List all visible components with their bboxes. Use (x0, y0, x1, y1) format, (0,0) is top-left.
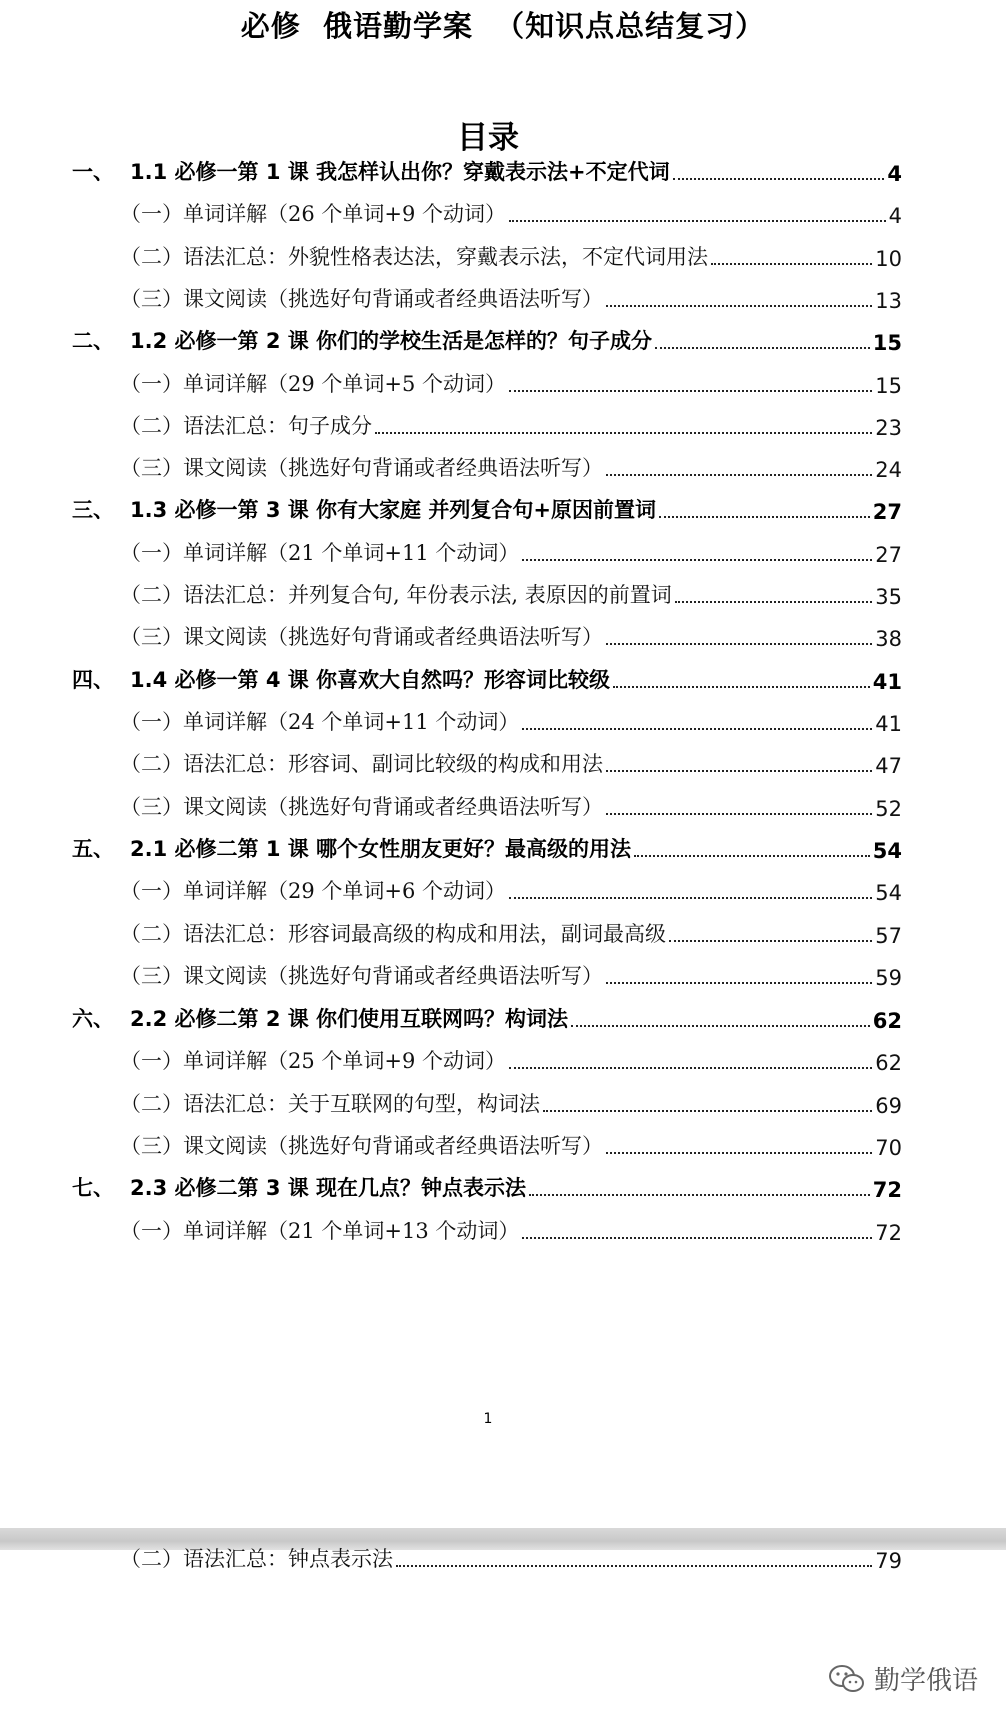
toc-leader-dots (509, 220, 886, 222)
toc-entry[interactable] (120, 958, 902, 990)
toc-entry-number: （一） (120, 1049, 183, 1073)
toc-entry-title: 单词详解（21 个单词+11 个动词） (183, 541, 520, 565)
toc-entry-number: （二） (120, 414, 183, 438)
toc-entry[interactable] (120, 196, 902, 228)
toc-entry-title: 课文阅读（挑选好句背诵或者经典语法听写） (183, 1134, 603, 1158)
toc-entry-number: 四、 (72, 668, 114, 692)
toc-entry-title: 课文阅读（挑选好句背诵或者经典语法听写） (183, 456, 603, 480)
toc-leader-dots (606, 305, 872, 307)
toc-entry-number: （一） (120, 202, 183, 226)
toc-entry-number: （三） (120, 287, 183, 311)
toc-entry[interactable] (120, 535, 902, 567)
toc-entry[interactable] (120, 239, 902, 271)
toc-entry-page: 47 (875, 754, 902, 778)
toc-entry-page: 69 (875, 1094, 902, 1118)
toc-entry-title: 1.4 必修一第 4 课 你喜欢大自然吗？形容词比较级 (130, 668, 611, 692)
toc-entry-number: 六、 (72, 1007, 114, 1031)
toc-entry-number: （三） (120, 1134, 183, 1158)
toc-leader-dots (606, 1152, 872, 1154)
toc-entry[interactable] (120, 789, 902, 821)
toc-entry-page: 4 (887, 162, 902, 186)
toc-entry-title: 1.1 必修一第 1 课 我怎样认出你？穿戴表示法+不定代词 (130, 160, 670, 184)
toc-leader-dots (522, 728, 872, 730)
toc-entry-title: 课文阅读（挑选好句背诵或者经典语法听写） (183, 795, 603, 819)
toc-leader-dots (669, 940, 872, 942)
toc-entry[interactable] (120, 873, 902, 905)
toc-leader-dots (606, 770, 872, 772)
toc-entry-page: 24 (875, 458, 902, 482)
toc-entry-title: 语法汇总：句子成分 (183, 414, 372, 438)
toc-entry[interactable] (120, 619, 902, 651)
toc-leader-dots (543, 1110, 872, 1112)
toc-entry-number: （三） (120, 964, 183, 988)
toc-entry-page: 41 (875, 712, 902, 736)
wechat-icon (828, 1664, 866, 1694)
toc-entry-page: 54 (872, 839, 902, 863)
toc-entry-title: 单词详解（24 个单词+11 个动词） (183, 710, 520, 734)
toc-entry-title: 1.3 必修一第 3 课 你有大家庭 并列复合句+原因前置词 (130, 498, 656, 522)
toc-entry-number: （一） (120, 372, 183, 396)
toc-entry-title: 语法汇总：钟点表示法 (183, 1547, 393, 1571)
toc-entry-page: 52 (875, 797, 902, 821)
page-number: 1 (483, 1411, 493, 1427)
toc-entry-title: 2.1 必修二第 1 课 哪个女性朋友更好？最高级的用法 (130, 837, 632, 861)
document-page-2 (0, 1550, 1006, 1729)
toc-leader-dots (396, 1565, 872, 1567)
toc-entry[interactable] (120, 366, 902, 398)
toc-entry-title: 语法汇总：形容词最高级的构成和用法，副词最高级 (183, 922, 666, 946)
toc-leader-dots (711, 263, 872, 265)
toc-leader-dots (529, 1194, 870, 1196)
watermark-text: 勤学俄语 (873, 1666, 978, 1696)
toc-entry-number: （三） (120, 625, 183, 649)
toc-entry[interactable] (120, 408, 902, 440)
toc-leader-dots (613, 686, 870, 688)
toc-entry[interactable] (120, 1043, 902, 1075)
toc-entry-number: （三） (120, 456, 183, 480)
toc-entry[interactable] (72, 1001, 902, 1033)
toc-entry[interactable] (120, 1213, 902, 1245)
toc-entry-page: 23 (875, 416, 902, 440)
toc-entry[interactable] (120, 1128, 902, 1160)
toc-entry-number: 一、 (72, 160, 114, 184)
toc-entry-title: 单词详解（29 个单词+5 个动词） (183, 372, 507, 396)
toc-entry-page: 35 (875, 585, 902, 609)
toc-entry-number: （二） (120, 245, 183, 269)
toc-entry-number: （二） (120, 752, 183, 776)
toc-entry-number: （二） (120, 922, 183, 946)
toc-entry[interactable] (72, 1170, 902, 1202)
toc-leader-dots (606, 643, 872, 645)
toc-entry-page: 41 (872, 670, 902, 694)
toc-entry[interactable] (72, 492, 902, 524)
toc-entry-number: （一） (120, 879, 183, 903)
toc-leader-dots (634, 855, 870, 857)
toc-entry-title: 语法汇总：并列复合句, 年份表示法, 表原因的前置词 (183, 583, 672, 607)
toc-entry[interactable] (120, 281, 902, 313)
toc-entry-page: 59 (875, 966, 902, 990)
toc-entry-number: （二） (120, 1092, 183, 1116)
toc-entry[interactable] (120, 1541, 902, 1573)
toc-entry-title: 2.3 必修二第 3 课 现在几点？钟点表示法 (130, 1176, 527, 1200)
toc-entry-title: 单词详解（29 个单词+6 个动词） (183, 879, 507, 903)
toc-entry-number: 五、 (72, 837, 114, 861)
toc-entry[interactable] (120, 1086, 902, 1118)
toc-leader-dots (509, 1067, 872, 1069)
toc-entry-page: 70 (875, 1136, 902, 1160)
toc-entry-title: 单词详解（26 个单词+9 个动词） (183, 202, 507, 226)
toc-entry-page: 57 (875, 924, 902, 948)
toc-entry[interactable] (120, 746, 902, 778)
toc-entry-page: 15 (875, 374, 902, 398)
toc-entry-title: 单词详解（25 个单词+9 个动词） (183, 1049, 507, 1073)
toc-leader-dots (606, 813, 872, 815)
toc-entry-number: （二） (120, 583, 183, 607)
toc-entry-page: 27 (875, 543, 902, 567)
toc-leader-dots (571, 1025, 870, 1027)
toc-entry-number: 三、 (72, 498, 114, 522)
toc-entry[interactable] (72, 154, 902, 186)
toc-leader-dots (659, 516, 870, 518)
toc-entry-page: 4 (888, 204, 902, 228)
toc-entry-page: 72 (875, 1221, 902, 1245)
toc-entry-title: 语法汇总：外貌性格表达法，穿戴表示法，不定代词用法 (183, 245, 708, 269)
toc-entry-title: 单词详解（21 个单词+13 个动词） (183, 1219, 520, 1243)
toc-leader-dots (675, 601, 873, 603)
toc-entry-page: 62 (875, 1051, 902, 1075)
toc-entry-page: 27 (872, 500, 902, 524)
toc-leader-dots (522, 1237, 872, 1239)
toc-entry-title: 课文阅读（挑选好句背诵或者经典语法听写） (183, 287, 603, 311)
toc-entry-page: 54 (875, 881, 902, 905)
toc-entry-page: 38 (875, 627, 902, 651)
toc-entry[interactable] (120, 450, 902, 482)
toc-heading: 目录 (457, 120, 519, 156)
toc-entry-page: 62 (872, 1009, 902, 1033)
toc-entry-page: 10 (875, 247, 902, 271)
toc-entry[interactable] (120, 704, 902, 736)
toc-entry[interactable] (72, 831, 902, 863)
toc-entry-page: 72 (872, 1178, 902, 1202)
toc-entry-number: 二、 (72, 329, 114, 353)
toc-leader-dots (375, 432, 872, 434)
toc-leader-dots (509, 897, 872, 899)
toc-entry-page: 15 (872, 331, 902, 355)
toc-leader-dots (606, 982, 872, 984)
toc-entry-title: 课文阅读（挑选好句背诵或者经典语法听写） (183, 625, 603, 649)
toc-entry-number: （一） (120, 541, 183, 565)
toc-entry-number: 七、 (72, 1176, 114, 1200)
toc-leader-dots (509, 390, 872, 392)
toc-entry[interactable] (72, 662, 902, 694)
toc-entry-title: 课文阅读（挑选好句背诵或者经典语法听写） (183, 964, 603, 988)
toc-entry-number: （一） (120, 710, 183, 734)
toc-entry-number: （一） (120, 1219, 183, 1243)
toc-leader-dots (606, 474, 872, 476)
toc-entry-number: （二） (120, 1547, 183, 1571)
toc-entry-page: 13 (875, 289, 902, 313)
toc-entry-title: 语法汇总：关于互联网的句型，构词法 (183, 1092, 540, 1116)
toc-entry-title: 1.2 必修一第 2 课 你们的学校生活是怎样的？句子成分 (130, 329, 653, 353)
toc-entry-title: 语法汇总：形容词、副词比较级的构成和用法 (183, 752, 603, 776)
toc-entry[interactable] (72, 323, 902, 355)
toc-entry-title: 2.2 必修二第 2 课 你们使用互联网吗？构词法 (130, 1007, 569, 1031)
watermark (828, 1660, 978, 1697)
toc-entry-page: 79 (875, 1549, 902, 1573)
toc-entry[interactable] (120, 577, 902, 609)
toc-leader-dots (673, 178, 885, 180)
toc-leader-dots (655, 347, 870, 349)
document-title: 必修 俄语勤学案 （知识点总结复习） (240, 9, 766, 43)
toc-leader-dots (522, 559, 872, 561)
toc-entry-number: （三） (120, 795, 183, 819)
toc-entry[interactable] (120, 916, 902, 948)
